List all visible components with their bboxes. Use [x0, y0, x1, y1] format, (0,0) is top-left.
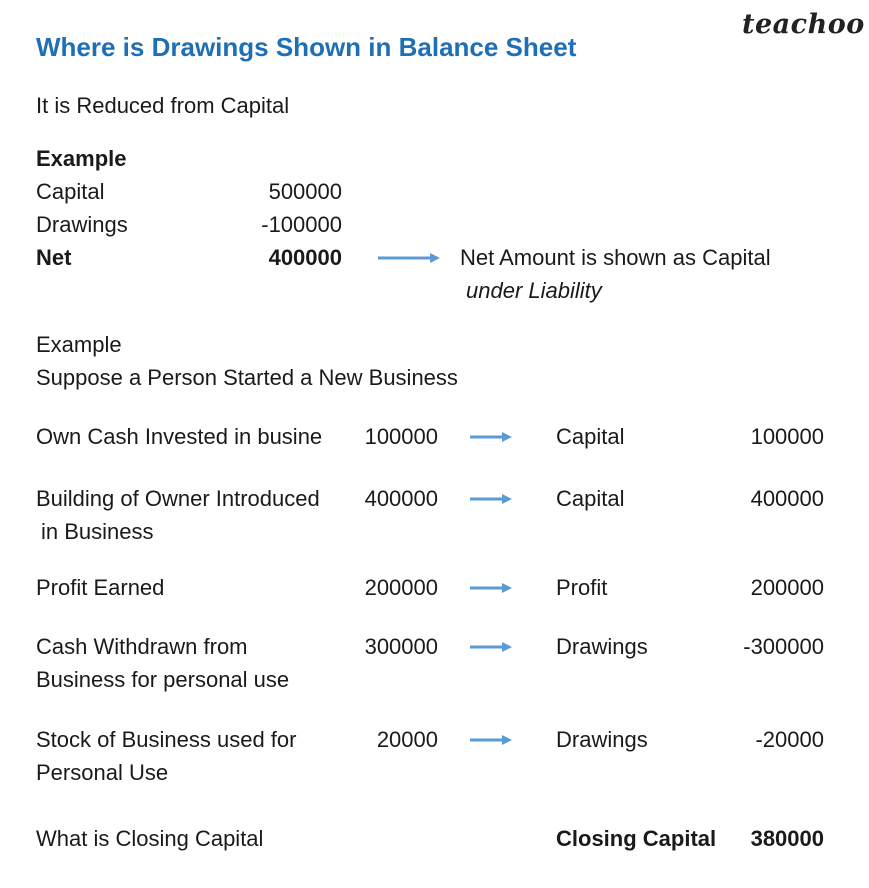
row2-head: Capital [556, 486, 625, 511]
arrow-right-icon [470, 491, 514, 507]
row5-value: -20000 [755, 727, 824, 752]
page-title: Where is Drawings Shown in Balance Sheet [36, 32, 577, 62]
drawings-label: Drawings [36, 212, 128, 237]
closing-question: What is Closing Capital [36, 826, 264, 851]
row5-description: Stock of Business used for [36, 727, 297, 752]
row4-description-line2: Business for personal use [36, 667, 290, 692]
row4-amount: 300000 [364, 634, 438, 659]
capital-value: 500000 [268, 179, 342, 204]
arrow-right-icon [470, 732, 514, 748]
arrow-right-icon [470, 580, 514, 596]
row1-head: Capital [556, 424, 625, 449]
row4-value: -300000 [743, 634, 824, 659]
row2-description-line2: in Business [41, 519, 154, 544]
arrow-right-icon [470, 429, 514, 445]
row2-value: 400000 [750, 486, 824, 511]
net-note-line1: Net Amount is shown as Capital [460, 245, 771, 270]
row5-description-line2: Personal Use [36, 760, 169, 785]
row2-description: Building of Owner Introduced [36, 486, 320, 511]
row3-amount: 200000 [364, 575, 438, 600]
row5-amount: 20000 [376, 727, 438, 752]
closing-capital-label: Closing Capital [556, 826, 717, 851]
row4-head: Drawings [556, 634, 648, 659]
row3-head: Profit [556, 575, 608, 600]
closing-capital-value: 380000 [750, 826, 824, 851]
arrow-right-icon [470, 639, 514, 655]
capital-label: Capital [36, 179, 105, 204]
net-value: 400000 [268, 245, 342, 270]
row2-amount: 400000 [364, 486, 438, 511]
arrow-right-icon [378, 250, 442, 266]
net-note-line2: under Liability [466, 278, 602, 303]
net-label: Net [36, 245, 72, 270]
teachoo-logo: teachoo [742, 9, 865, 40]
example1-heading: Example [36, 146, 127, 171]
example2-heading: Example [36, 332, 122, 357]
row1-description: Own Cash Invested in busine [36, 424, 323, 449]
row3-value: 200000 [750, 575, 824, 600]
row5-head: Drawings [556, 727, 648, 752]
example2-subheading: Suppose a Person Started a New Business [36, 365, 458, 390]
row1-value: 100000 [750, 424, 824, 449]
intro-text: It is Reduced from Capital [36, 93, 290, 118]
row1-amount: 100000 [364, 424, 438, 449]
drawings-value: -100000 [261, 212, 342, 237]
row3-description: Profit Earned [36, 575, 165, 600]
row4-description: Cash Withdrawn from [36, 634, 248, 659]
